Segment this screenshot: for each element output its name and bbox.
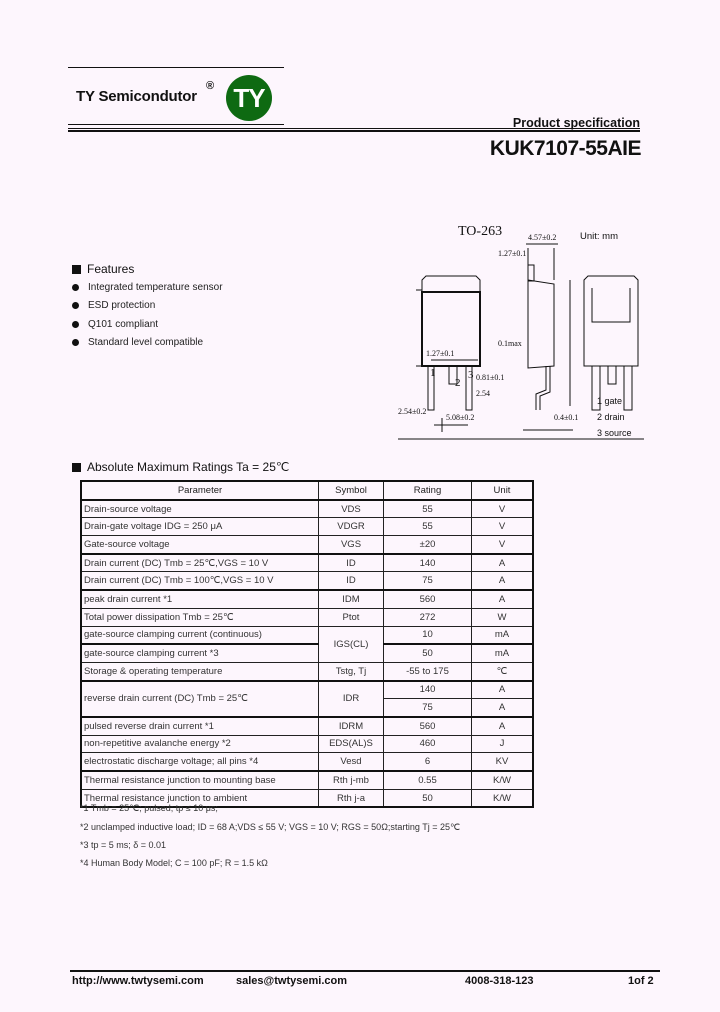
- unit-cell: ℃: [472, 662, 534, 680]
- unit-cell: K/W: [472, 789, 534, 807]
- symbol-cell: IDM: [319, 590, 384, 608]
- table-header-row: [81, 481, 533, 500]
- svg-text:1: 1: [430, 367, 436, 379]
- table-row: [81, 554, 533, 572]
- symbol-cell: VDGR: [319, 518, 384, 536]
- svg-text:2.54: 2.54: [476, 389, 490, 398]
- parameter-cell: gate-source clamping current *3: [81, 644, 319, 662]
- unit-cell: W: [472, 608, 534, 626]
- unit-cell: KV: [472, 753, 534, 771]
- rating-cell: 6: [384, 753, 472, 771]
- rating-cell: 50: [384, 644, 472, 662]
- parameter-cell: Thermal resistance junction to ambient: [81, 789, 319, 807]
- svg-text:0.1max: 0.1max: [498, 339, 522, 348]
- unit-cell: A: [472, 699, 534, 717]
- rating-cell: 560: [384, 717, 472, 735]
- rating-cell: 55: [384, 500, 472, 518]
- ratings-title: Absolute Maximum Ratings Ta = 25℃: [87, 460, 290, 474]
- table-row: [81, 500, 533, 518]
- table-row: [81, 518, 533, 536]
- table-row: [81, 644, 533, 662]
- symbol-cell: Rth j-a: [319, 789, 384, 807]
- unit-cell: A: [472, 572, 534, 590]
- bullet-icon: [72, 321, 79, 328]
- feature-item: [72, 282, 223, 293]
- footnote-2: *2 unclamped inductive load; ID = 68 A;VDS ≤ 55 V; VGS = 10 V; RGS = 50Ω;starting Tj = 25℃: [80, 822, 461, 832]
- parameter-cell: pulsed reverse drain current *1: [81, 717, 319, 735]
- table-row: [81, 681, 533, 699]
- parameter-cell: Drain-gate voltage IDG = 250 μA: [81, 518, 319, 536]
- parameter-cell: non-repetitive avalanche energy *2: [81, 735, 319, 753]
- svg-text:3: 3: [468, 369, 474, 381]
- square-bullet-icon: [72, 463, 81, 472]
- feature-item: [72, 319, 158, 330]
- footer-website-link[interactable]: http://www.twtysemi.com: [72, 975, 204, 987]
- rating-cell: 10: [384, 626, 472, 644]
- feature-item: [72, 337, 203, 348]
- feature-text: ESD protection: [88, 300, 156, 311]
- registered-mark: ®: [206, 80, 215, 92]
- table-row: [81, 590, 533, 608]
- symbol-cell: IGS(CL): [319, 626, 384, 662]
- rating-cell: 75: [384, 572, 472, 590]
- table-row: [81, 536, 533, 554]
- rating-cell: 460: [384, 735, 472, 753]
- svg-text:0.4±0.1: 0.4±0.1: [554, 413, 579, 422]
- parameter-cell: Total power dissipation Tmb = 25℃: [81, 608, 319, 626]
- rating-cell: 55: [384, 518, 472, 536]
- table-row: [81, 572, 533, 590]
- rating-cell: 140: [384, 681, 472, 699]
- footer-phone: 4008-318-123: [465, 975, 534, 987]
- parameter-cell: electrostatic discharge voltage; all pins *4: [81, 753, 319, 771]
- bullet-icon: [72, 284, 79, 291]
- svg-text:2: 2: [455, 377, 461, 389]
- footnote-1: *1 Tmb = 25℃; pulsed; tp ≤ 10 μs;: [80, 803, 218, 813]
- ratings-heading: [72, 460, 289, 474]
- unit-cell: A: [472, 554, 534, 572]
- doc-type: Product specification: [512, 116, 640, 130]
- symbol-cell: VDS: [319, 500, 384, 518]
- col-header-symbol: Symbol: [319, 481, 384, 500]
- table-row: [81, 771, 533, 789]
- unit-label: Unit: mm: [580, 231, 618, 242]
- header-rule-thick: [68, 130, 640, 132]
- symbol-cell: Rth j-mb: [319, 771, 384, 789]
- table-row: [81, 608, 533, 626]
- rating-cell: 140: [384, 554, 472, 572]
- parameter-cell: Gate-source voltage: [81, 536, 319, 554]
- features-title: Features: [87, 262, 135, 276]
- svg-text:2.54±0.2: 2.54±0.2: [398, 407, 427, 416]
- symbol-cell: VGS: [319, 536, 384, 554]
- company-logo: TY: [226, 75, 272, 121]
- col-header-parameter: Parameter: [81, 481, 319, 500]
- package-title: TO-263: [458, 224, 503, 239]
- table-row: [81, 735, 533, 753]
- rating-cell: 0.55: [384, 771, 472, 789]
- symbol-cell: EDS(AL)S: [319, 735, 384, 753]
- unit-cell: mA: [472, 626, 534, 644]
- col-header-unit: Unit: [472, 481, 534, 500]
- rating-cell: 50: [384, 789, 472, 807]
- symbol-cell: Vesd: [319, 753, 384, 771]
- feature-text: Q101 compliant: [88, 319, 159, 330]
- logo-bottom-rule: [68, 124, 284, 125]
- footer-email-link[interactable]: sales@twtysemi.com: [236, 975, 347, 987]
- unit-cell: V: [472, 500, 534, 518]
- pin-label-drain: 2 drain: [597, 412, 625, 422]
- unit-cell: V: [472, 536, 534, 554]
- svg-text:1.27±0.1: 1.27±0.1: [426, 349, 455, 358]
- part-number: KUK7107-55AIE: [489, 137, 641, 160]
- logo-top-rule: [68, 67, 284, 68]
- parameter-cell: Thermal resistance junction to mounting base: [81, 771, 319, 789]
- rating-cell: 560: [384, 590, 472, 608]
- unit-cell: A: [472, 590, 534, 608]
- table-row: [81, 662, 533, 680]
- table-row: [81, 626, 533, 644]
- rating-cell: 75: [384, 699, 472, 717]
- symbol-cell: ID: [319, 554, 384, 572]
- footnote-4: *4 Human Body Model; C = 100 pF; R = 1.5 kΩ: [80, 858, 268, 868]
- svg-text:5.08±0.2: 5.08±0.2: [446, 413, 475, 422]
- company-name: TY Semicondutor: [76, 88, 197, 105]
- pin-label-source: 3 source: [597, 428, 632, 438]
- parameter-cell: Drain current (DC) Tmb = 25℃,VGS = 10 V: [81, 554, 319, 572]
- unit-cell: A: [472, 681, 534, 699]
- col-header-rating: Rating: [384, 481, 472, 500]
- absolute-max-ratings-table: [80, 480, 534, 808]
- square-bullet-icon: [72, 265, 81, 274]
- parameter-cell: Storage & operating temperature: [81, 662, 319, 680]
- parameter-cell: peak drain current *1: [81, 590, 319, 608]
- symbol-cell: ID: [319, 572, 384, 590]
- unit-cell: A: [472, 717, 534, 735]
- page-number: 1of 2: [628, 975, 654, 987]
- symbol-cell: IDR: [319, 681, 384, 717]
- footnote-3: *3 tp = 5 ms; δ = 0.01: [80, 840, 167, 850]
- rating-cell: -55 to 175: [384, 662, 472, 680]
- svg-text:1.27±0.1: 1.27±0.1: [498, 249, 527, 258]
- pin-label-gate: 1 gate: [597, 396, 623, 406]
- bullet-icon: [72, 339, 79, 346]
- feature-text: Integrated temperature sensor: [88, 282, 223, 293]
- footer-rule: [70, 970, 660, 972]
- table-row: [81, 717, 533, 735]
- parameter-cell: reverse drain current (DC) Tmb = 25℃: [81, 681, 319, 717]
- unit-cell: mA: [472, 644, 534, 662]
- symbol-cell: IDRM: [319, 717, 384, 735]
- symbol-cell: Tstg, Tj: [319, 662, 384, 680]
- rating-cell: 272: [384, 608, 472, 626]
- svg-text:4.57±0.2: 4.57±0.2: [528, 233, 557, 242]
- parameter-cell: Drain-source voltage: [81, 500, 319, 518]
- feature-text: Standard level compatible: [88, 337, 204, 348]
- table-row: [81, 753, 533, 771]
- rating-cell: ±20: [384, 536, 472, 554]
- unit-cell: V: [472, 518, 534, 536]
- feature-item: [72, 300, 155, 311]
- unit-cell: J: [472, 735, 534, 753]
- bullet-icon: [72, 302, 79, 309]
- unit-cell: K/W: [472, 771, 534, 789]
- svg-text:0.81±0.1: 0.81±0.1: [476, 373, 505, 382]
- symbol-cell: Ptot: [319, 608, 384, 626]
- features-heading: [72, 262, 134, 276]
- parameter-cell: gate-source clamping current (continuous): [81, 626, 319, 644]
- parameter-cell: Drain current (DC) Tmb = 100℃,VGS = 10 V: [81, 572, 319, 590]
